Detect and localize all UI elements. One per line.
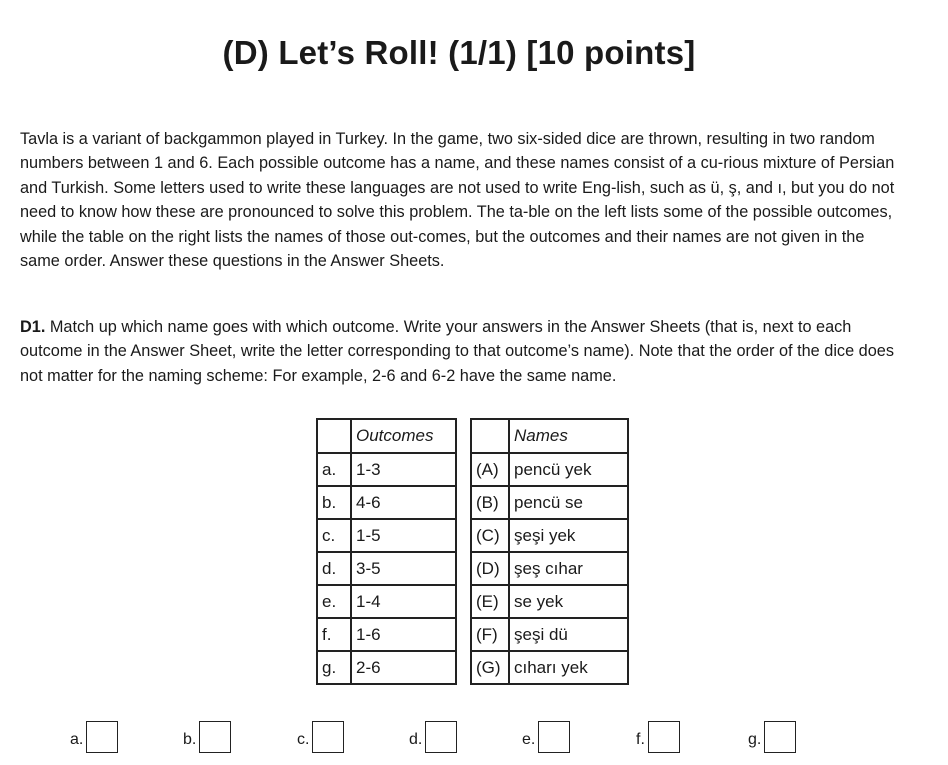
- answer-label: c.: [297, 731, 310, 748]
- answer-item-g: [748, 719, 796, 753]
- outcome-value: 1-6: [351, 618, 456, 651]
- answer-label: e.: [522, 731, 536, 748]
- table-row: [471, 453, 628, 486]
- names-table: [470, 418, 629, 685]
- answer-box-g[interactable]: [764, 721, 796, 753]
- name-value: şeşi yek: [509, 519, 628, 552]
- outcome-key: a.: [317, 453, 351, 486]
- name-value: pencü yek: [509, 453, 628, 486]
- answer-box-a[interactable]: [86, 721, 118, 753]
- name-key: (F): [471, 618, 509, 651]
- answer-label: f.: [636, 731, 645, 748]
- outcome-value: 1-5: [351, 519, 456, 552]
- answer-box-b[interactable]: [199, 721, 231, 753]
- name-value: cıharı yek: [509, 651, 628, 684]
- intro-paragraph: Tavla is a variant of backgammon played in Turkey. In the game, two six-sided dice are thrown, resulting in two random numbers between 1 and 6. Each possible outcome has a name, and these names consist of a cu-rious mixture of Persian and Turkish. Some letters used to write these languages are not used to write Eng-lish, such as ü, ş, and ı, but you do not need to know how these are pronounced to solve this problem. The ta-ble on the left lists some of the possible outcomes, while the table on the right lists the names of those out-comes, but the outcomes and their names are not given in the same order. Answer these questions in the Answer Sheets.: [20, 130, 895, 271]
- outcome-value: 2-6: [351, 651, 456, 684]
- answer-label: d.: [409, 731, 423, 748]
- table-row: [471, 585, 628, 618]
- outcome-key: b.: [317, 486, 351, 519]
- name-key: (G): [471, 651, 509, 684]
- answer-label: a.: [70, 731, 84, 748]
- table-row: [471, 552, 628, 585]
- name-value: se yek: [509, 585, 628, 618]
- name-key: (C): [471, 519, 509, 552]
- name-value: şeşi dü: [509, 618, 628, 651]
- name-key: (E): [471, 585, 509, 618]
- outcome-value: 3-5: [351, 552, 456, 585]
- name-key: (A): [471, 453, 509, 486]
- answer-box-f[interactable]: [648, 721, 680, 753]
- answer-item-c: [297, 719, 344, 753]
- outcome-key: g.: [317, 651, 351, 684]
- question-label: D1.: [20, 318, 46, 336]
- outcomes-header: Outcomes: [351, 419, 456, 453]
- table-row: [471, 651, 628, 684]
- answer-box-d[interactable]: [425, 721, 457, 753]
- names-header: Names: [509, 419, 628, 453]
- name-key: (B): [471, 486, 509, 519]
- answer-item-b: [183, 719, 231, 753]
- outcome-key: f.: [317, 618, 351, 651]
- answer-item-e: [522, 719, 570, 753]
- answer-label: g.: [748, 731, 762, 748]
- answer-label: b.: [183, 731, 197, 748]
- answer-item-d: [409, 719, 457, 753]
- outcome-value: 4-6: [351, 486, 456, 519]
- answer-box-e[interactable]: [538, 721, 570, 753]
- answer-item-a: [70, 719, 118, 753]
- table-row: [471, 486, 628, 519]
- name-key: (D): [471, 552, 509, 585]
- outcome-value: 1-3: [351, 453, 456, 486]
- table-row: [317, 453, 456, 486]
- name-value: şeş cıhar: [509, 552, 628, 585]
- header-corner: [317, 419, 351, 453]
- table-row: [471, 618, 628, 651]
- table-row: [317, 651, 456, 684]
- question-text: Match up which name goes with which outcome. Write your answers in the Answer Sheets (that is, next to each outcome in the Answer Sheet, write the letter corresponding to that outcome’s name). Note that the order of the dice does not matter for the naming scheme: For example, 2-6 and 6-2 have the same name.: [20, 318, 894, 385]
- page-title: (D) Let’s Roll! (1/1) [10 points]: [222, 34, 696, 71]
- table-row: [471, 519, 628, 552]
- outcome-key: d.: [317, 552, 351, 585]
- table-row: [317, 552, 456, 585]
- name-value: pencü se: [509, 486, 628, 519]
- table-row: [317, 585, 456, 618]
- outcome-value: 1-4: [351, 585, 456, 618]
- question-d1: [20, 315, 905, 388]
- table-row: [317, 486, 456, 519]
- answer-item-f: [636, 719, 680, 753]
- outcome-key: c.: [317, 519, 351, 552]
- table-row: [317, 519, 456, 552]
- header-corner: [471, 419, 509, 453]
- answer-box-c[interactable]: [312, 721, 344, 753]
- table-row: [317, 618, 456, 651]
- outcomes-table: [316, 418, 457, 685]
- outcome-key: e.: [317, 585, 351, 618]
